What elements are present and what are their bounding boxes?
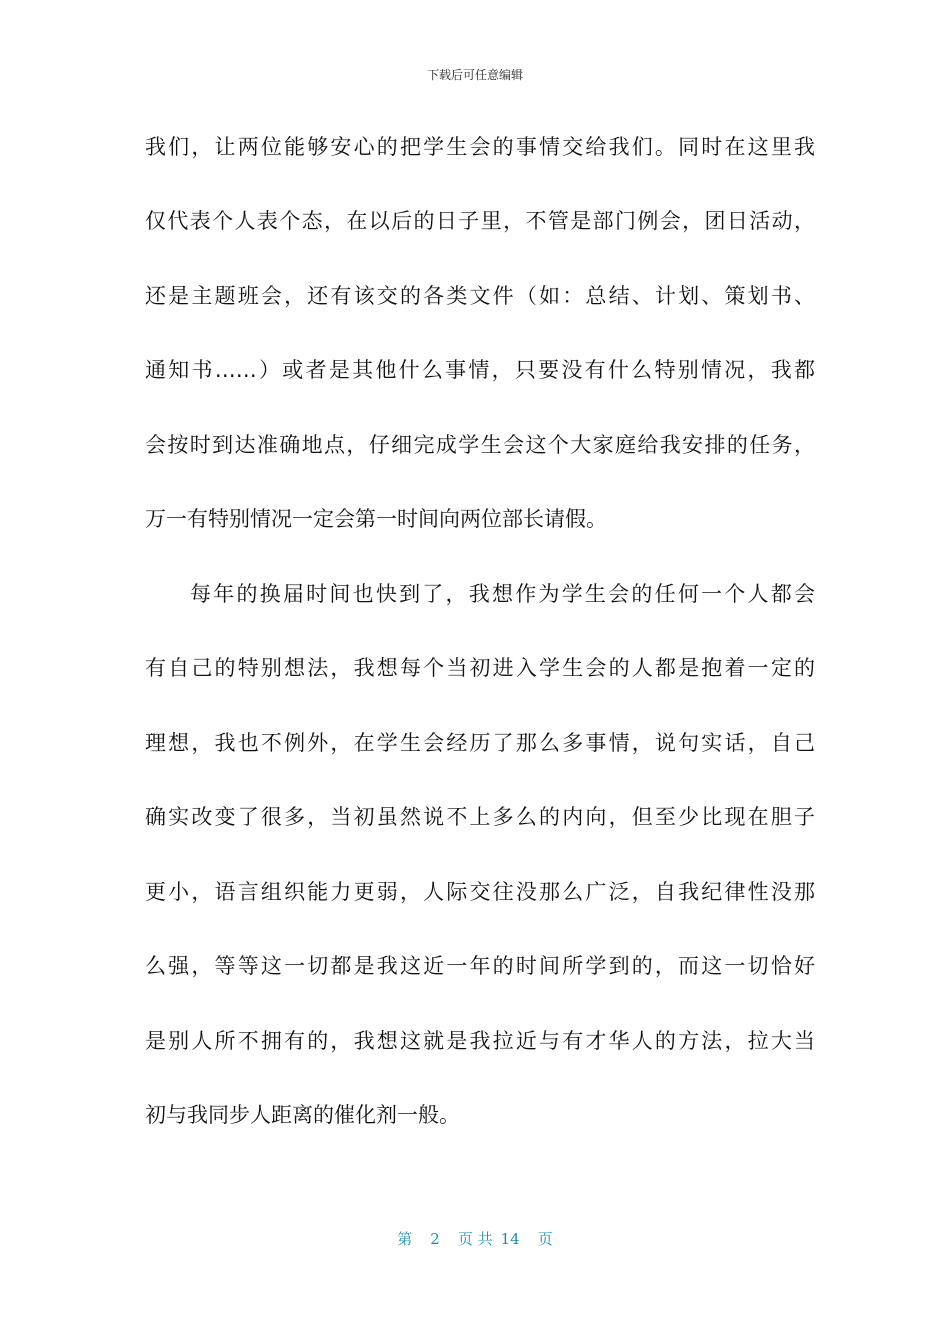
paragraph-2-line-3: 理想，我也不例外，在学生会经历了那么多事情，说句实话，自己 <box>145 731 815 755</box>
paragraph-2-line-2: 有自己的特别想法，我想每个当初进入学生会的人都是抱着一定的 <box>145 656 815 680</box>
paragraph-2-line-8: 初与我同步人距离的催化剂一般。 <box>145 1103 460 1127</box>
paragraph-1-line-6: 万一有特别情况一定会第一时间向两位部长请假。 <box>145 507 607 531</box>
footer-prefix: 第 <box>397 1230 413 1248</box>
paragraph-2-line-1: 每年的换届时间也快到了，我想作为学生会的任何一个人都会 <box>190 582 815 606</box>
footer-middle: 页 共 <box>457 1230 493 1248</box>
paragraph-1-line-2: 仅代表个人表个态，在以后的日子里，不管是部门例会，团日活动， <box>145 209 815 233</box>
footer-total-pages: 14 <box>500 1230 520 1248</box>
paragraph-2-line-7: 是别人所不拥有的，我想这就是我拉近与有才华人的方法，拉大当 <box>145 1029 815 1053</box>
paragraph-2-line-4: 确实改变了很多，当初虽然说不上多么的内向，但至少比现在胆子 <box>145 805 815 829</box>
page-header: 下载后可任意编辑 <box>426 68 523 82</box>
footer-page-number: 2 <box>430 1230 440 1248</box>
footer-suffix: 页 <box>537 1230 553 1248</box>
paragraph-1-line-4: 通知书……）或者是其他什么事情，只要没有什么特别情况，我都 <box>145 358 815 382</box>
page-footer <box>0 1228 950 1249</box>
paragraph-2-line-5: 更小，语言组织能力更弱，人际交往没那么广泛，自我纪律性没那 <box>145 880 815 904</box>
paragraph-1-line-3: 还是主题班会，还有该交的各类文件（如：总结、计划、策划书、 <box>145 284 815 308</box>
paragraph-2-line-6: 么强，等等这一切都是我这近一年的时间所学到的，而这一切恰好 <box>145 954 815 978</box>
paragraph-1-line-1: 我们，让两位能够安心的把学生会的事情交给我们。同时在这里我 <box>145 135 815 159</box>
paragraph-1-line-5: 会按时到达准确地点，仔细完成学生会这个大家庭给我安排的任务， <box>145 433 815 457</box>
